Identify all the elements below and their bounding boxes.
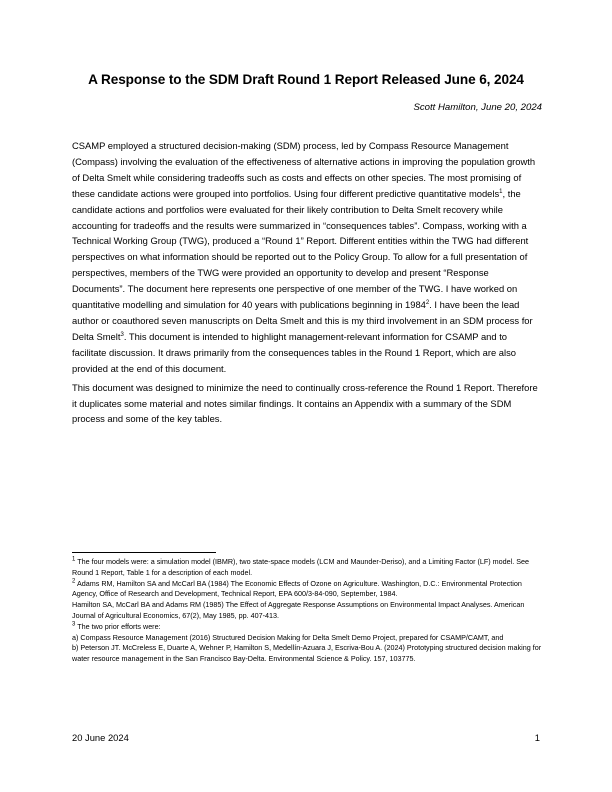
footnote-3-item-a: a) Compass Resource Management (2016) Structured Decision Making for Delta Smelt Demo Project, prepared for CSAMP/CAMT, and: [72, 632, 504, 642]
body-text: [72, 138, 540, 430]
paragraph-2: This document was designed to minimize the need to continually cross-reference the Round 1 Report. Therefore it duplicates some material and notes similar findings. It contains an Appendix with a summary of the SDM process and some of the key tables.: [72, 381, 538, 425]
page-number: 1: [534, 732, 540, 743]
footnote-3: [72, 622, 546, 633]
footer-date: 20 June 2024: [72, 732, 129, 743]
paragraph-1-text-b: , the candidate actions and portfolios were evaluated for their likely contribution to Delta Smelt recovery while accounting for tradeoffs and the results were summarized in “consequences tables”. Compass, working with a Technical Working Group (TWG), produced a “Round 1” Report. Different entities within the TWG had different perspectives on what information should be reported out to the Policy Group. To allow for a full presentation of perspectives, members of the TWG were provided an opportunity to develop and present “Response Documents”. The document here represents one perspective of one member of the TWG. I have worked on quantitative modelling and simulation for 40 years with publications beginning in 1984: [72, 187, 529, 311]
footnote-1: [72, 557, 546, 579]
footnote-ref-3: 3: [120, 331, 124, 338]
footnote-separator: [72, 552, 216, 553]
footnote-3-text: The two prior efforts were:: [77, 621, 161, 631]
footnote-3-item-b: b) Peterson JT. McCreless E, Duarte A, Wehner P, Hamilton S, Medellín-Azuara J, Escriva-Bou A. (2024) Prototyping structured decision making for water resource management in the San Francisco Bay-Delta. Environmental Science & Policy. 157, 103775.: [72, 643, 542, 664]
footnote-1-mark: 1: [72, 556, 76, 563]
paragraph-1-text-d: . This document is intended to highlight management-relevant information for CSAMP and to facilitate discussion. It draws primarily from the consequences tables in the Round 1 Report, which are also provided at the end of this document.: [72, 330, 516, 374]
paragraph-1-text-a: CSAMP employed a structured decision-making (SDM) process, led by Compass Resource Management (Compass) involving the evaluation of the effectiveness of alternative actions in improving the population growth of Delta Smelt while considering tradeoffs such as costs and effects on other species. The most promising of these candidate actions were grouped into portfolios. Using four different predictive quantitative models: [72, 140, 536, 199]
footnote-2-second-reference: Hamilton SA, McCarl BA and Adams RM (1985) The Effect of Aggregate Response Assumptions on Environmental Impact Analyses. American Journal of Agricultural Economics, 67(2), May 1985, pp. 407-413.: [72, 600, 525, 620]
footnote-2-mark: 2: [72, 578, 76, 585]
paragraph-1-text-c: . I have been the lead author or coauthored seven manuscripts on Delta Smelt and this is my third involvement in an SDM process for Delta Smelt: [72, 299, 533, 342]
paragraph-1: [72, 138, 540, 377]
footnote-ref-2: 2: [425, 299, 430, 306]
footnote-1-text: The four models were: a simulation model (IBMR), two state-space models (LCM and Maunder-Deriso), and a Limiting Factor (LF) model. See Round 1 Report, Table 1 for a description of each model.: [72, 557, 530, 577]
footnote-3-mark: 3: [72, 621, 76, 628]
footnote-2: [72, 579, 546, 601]
footnote-2-text: Adams RM, Hamilton SA and McCarl BA (1984) The Economic Effects of Ozone on Agriculture. Washington, D.C.: Environmental Protection Agency, Office of Research and Development, Technical Report, EPA 600/3-84-090, September, 1984.: [72, 578, 522, 599]
author-byline: Scott Hamilton, June 20, 2024: [413, 102, 542, 113]
footnote-ref-1: 1: [499, 188, 503, 195]
document-title: A Response to the SDM Draft Round 1 Report Released June 6, 2024: [88, 72, 524, 87]
footnotes: [72, 557, 546, 665]
